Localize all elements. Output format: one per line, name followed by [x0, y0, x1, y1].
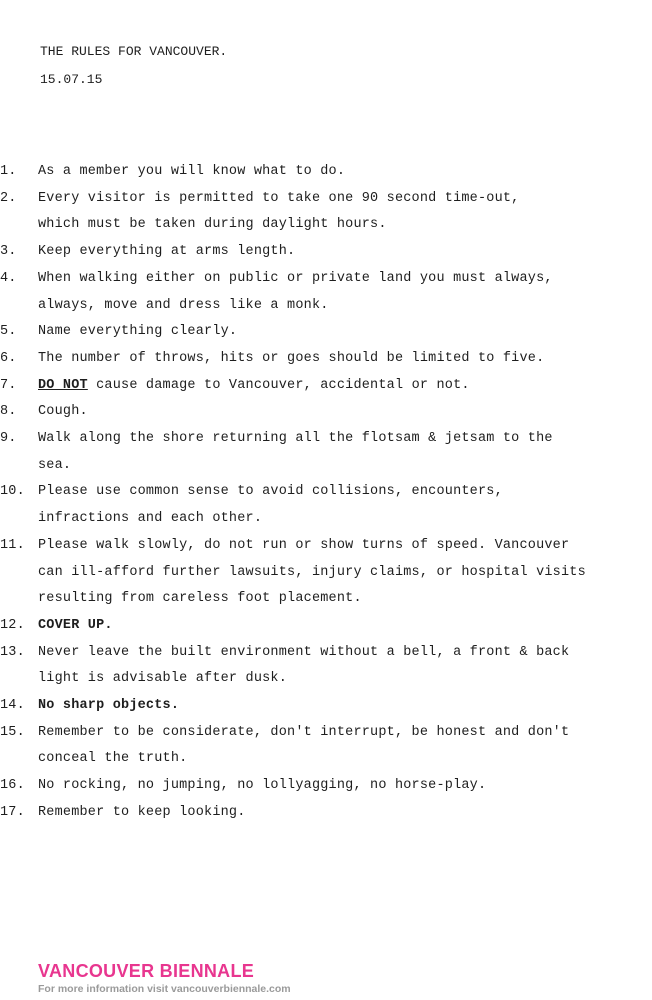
rule-item — [0, 640, 640, 693]
rule-text: COVER UP. — [38, 617, 113, 633]
rule-text: Name everything clearly. — [38, 324, 238, 340]
rule-text: No rocking, no jumping, no lollyagging, no horse-play. — [38, 778, 487, 794]
rule-item — [0, 266, 640, 319]
rule-text: Remember to be considerate, don't interrupt, be honest and don't conceal the truth. — [38, 724, 570, 767]
rule-number: 16. — [0, 778, 25, 794]
rule-emphasis: DO NOT — [38, 377, 88, 393]
more-info-text: For more information visit vancouverbiennale.com — [38, 983, 291, 995]
rule-number: 15. — [0, 724, 25, 740]
rule-number: 5. — [0, 324, 17, 340]
rule-text: No sharp objects. — [38, 698, 180, 714]
rule-text: Remember to keep looking. — [38, 804, 246, 820]
rule-text: The number of throws, hits or goes should be limited to five. — [38, 350, 545, 366]
rule-item — [0, 373, 640, 400]
document-title: THE RULES FOR VANCOUVER. — [40, 44, 228, 59]
header — [40, 38, 227, 94]
brand-logo-text[interactable]: VANCOUVER BIENNALE — [38, 961, 255, 981]
rule-number: 13. — [0, 644, 25, 660]
rule-item — [0, 613, 640, 640]
rule-text: Please use common sense to avoid collisions, encounters, infractions and each other. — [38, 484, 503, 527]
rule-number: 12. — [0, 617, 25, 633]
rule-number: 1. — [0, 164, 17, 179]
rules-list — [0, 159, 640, 827]
rule-text: Cough. — [38, 404, 88, 420]
rule-item — [0, 533, 640, 613]
rule-item — [0, 800, 640, 827]
rule-number: 14. — [0, 698, 25, 714]
rule-item — [0, 426, 640, 479]
rule-text: Please walk slowly, do not run or show turns of speed. Vancouver can ill-afford further lawsuits, injury claims, or hospital visits resulting from careless foot placement. — [38, 537, 586, 607]
rule-number: 6. — [0, 350, 17, 366]
rule-number: 2. — [0, 190, 17, 206]
rule-number: 7. — [0, 377, 17, 393]
rule-number: 4. — [0, 270, 17, 286]
rule-item — [0, 773, 640, 800]
rule-text: Never leave the built environment without a bell, a front & back light is advisable after dusk. — [38, 644, 570, 687]
rule-item — [0, 693, 640, 720]
rule-number: 11. — [0, 537, 25, 553]
footer — [38, 960, 291, 996]
rule-item — [0, 239, 640, 266]
rule-text: Every visitor is permitted to take one 90 second time-out, which must be taken during daylight hours. — [38, 190, 520, 233]
rule-text: When walking either on public or private land you must always, always, move and dress like a monk. — [38, 270, 553, 313]
rule-text-rest: cause damage to Vancouver, accidental or not. — [87, 377, 470, 393]
rule-item — [0, 186, 640, 239]
rule-item — [0, 399, 640, 426]
rule-item — [0, 159, 640, 186]
rule-text: As a member you will know what to do. — [38, 164, 346, 179]
rule-number: 10. — [0, 484, 25, 500]
document-date: 15.07.15 — [40, 72, 103, 87]
rule-number: 9. — [0, 431, 17, 447]
rule-item — [0, 720, 640, 773]
rule-number: 3. — [0, 244, 17, 260]
rule-text: Walk along the shore returning all the flotsam & jetsam to the sea. — [38, 431, 553, 473]
rule-item — [0, 346, 640, 373]
rule-text: Keep everything at arms length. — [38, 244, 296, 260]
rule-item — [0, 479, 640, 532]
rule-item — [0, 319, 640, 346]
rule-number: 8. — [0, 404, 17, 420]
rule-number: 17. — [0, 804, 25, 820]
rule-text — [38, 373, 640, 400]
